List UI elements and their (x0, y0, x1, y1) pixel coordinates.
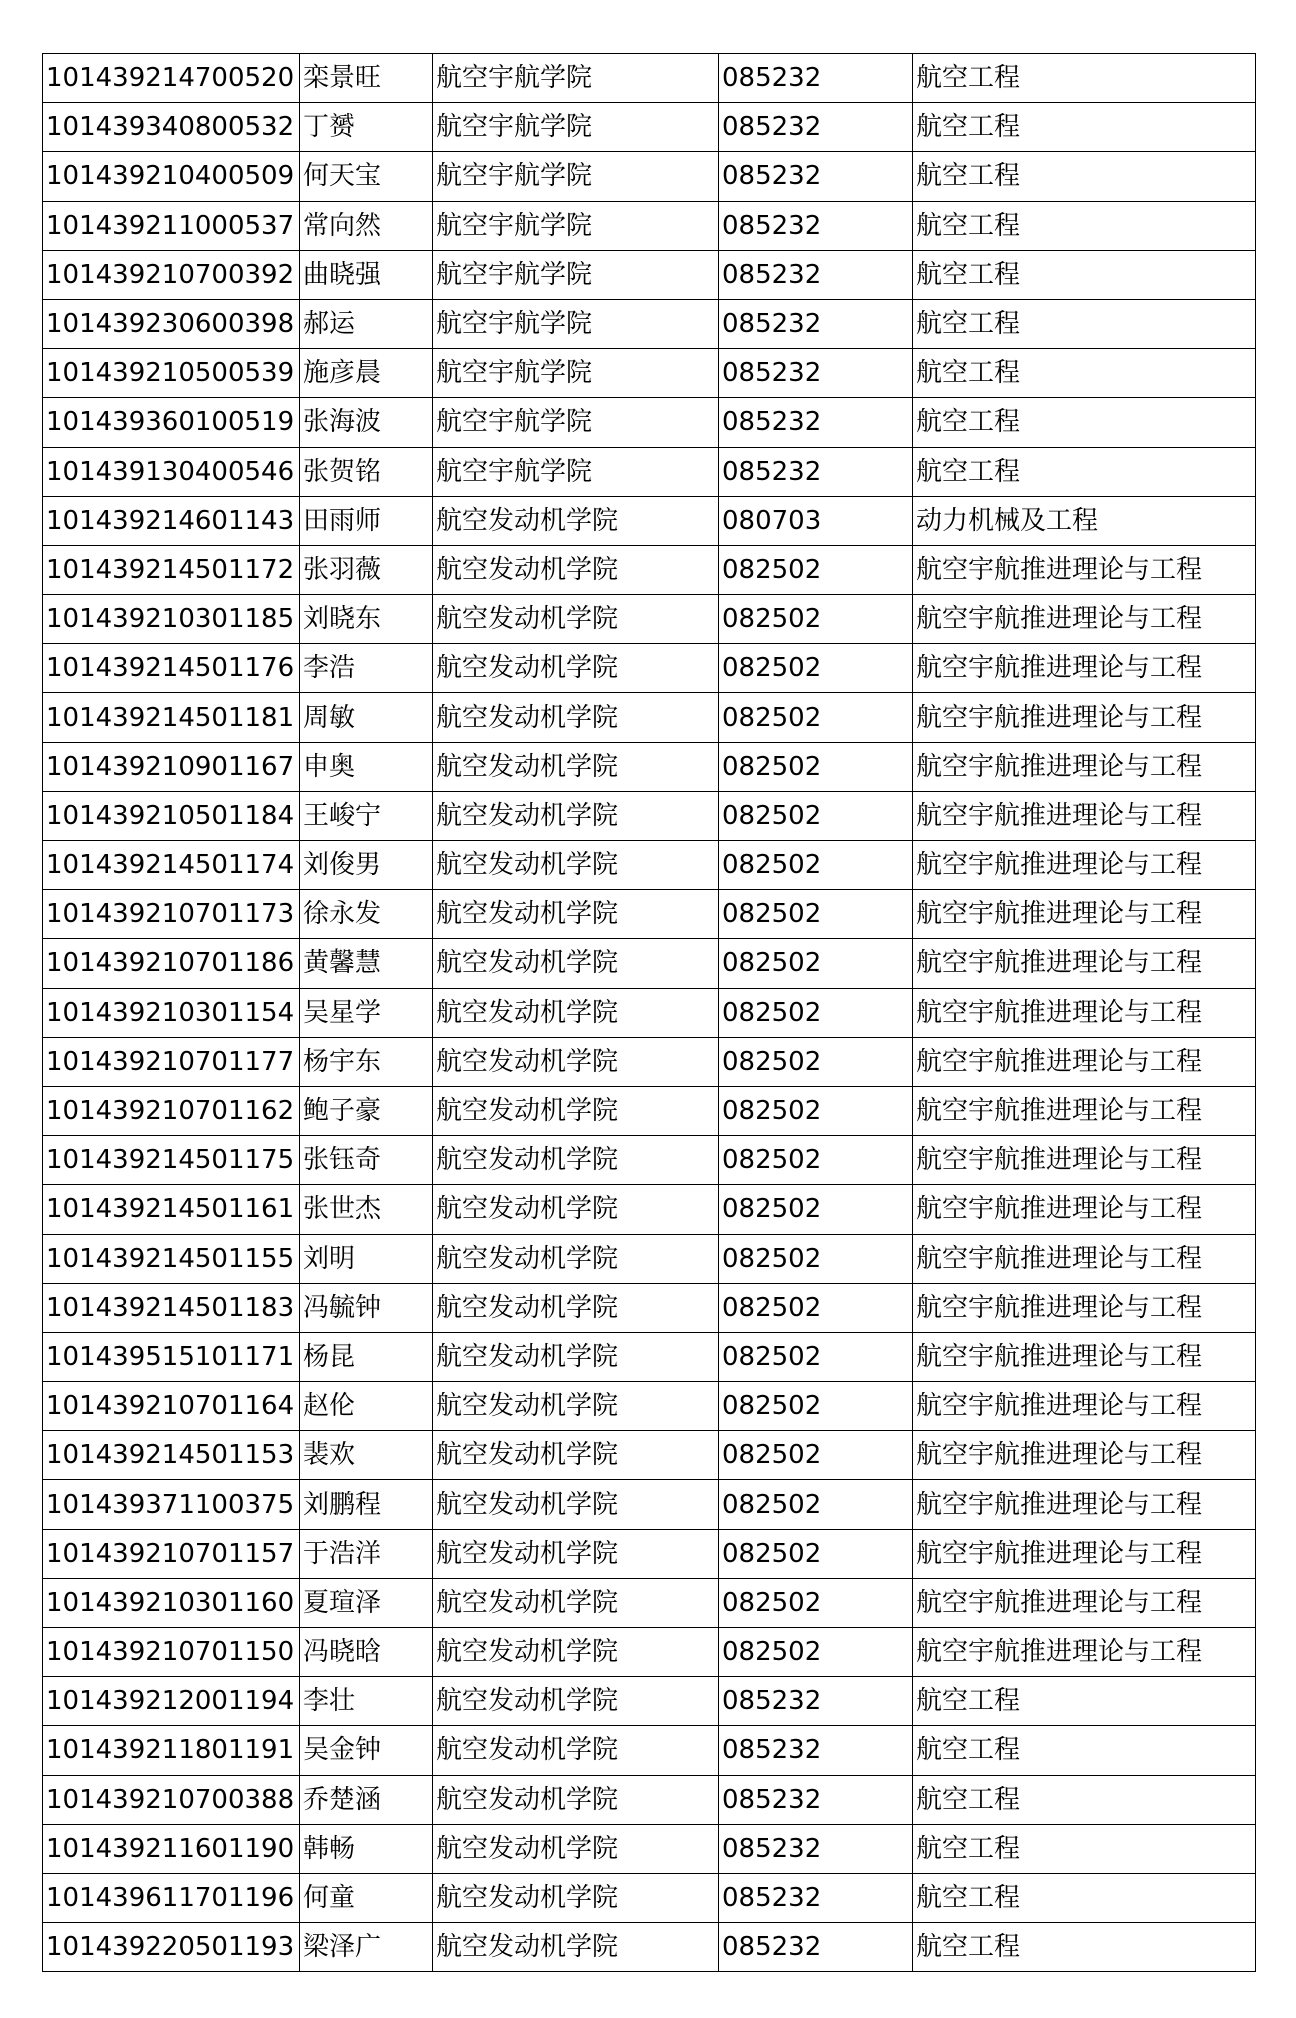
table-row (43, 349, 1256, 398)
major-name-cell: 航空工程 (913, 1677, 1256, 1726)
school-cell: 航空宇航学院 (433, 299, 719, 348)
student-name-cell: 何天宝 (300, 152, 433, 201)
school-cell: 航空发动机学院 (433, 890, 719, 939)
exam-id-cell: 101439211000537 (43, 201, 300, 250)
major-name-cell: 航空工程 (913, 152, 1256, 201)
major-name-cell: 航空宇航推进理论与工程 (913, 1283, 1256, 1332)
major-code-cell: 085232 (719, 1923, 913, 1972)
major-code-cell: 080703 (719, 496, 913, 545)
major-name-cell: 航空工程 (913, 349, 1256, 398)
table-row (43, 1923, 1256, 1972)
major-name-cell: 航空宇航推进理论与工程 (913, 1431, 1256, 1480)
exam-id-cell: 101439214501176 (43, 644, 300, 693)
exam-id-cell: 101439210500539 (43, 349, 300, 398)
school-cell: 航空宇航学院 (433, 349, 719, 398)
school-cell: 航空发动机学院 (433, 1775, 719, 1824)
major-code-cell: 082502 (719, 1283, 913, 1332)
major-name-cell: 航空宇航推进理论与工程 (913, 1480, 1256, 1529)
major-code-cell: 082502 (719, 1086, 913, 1135)
exam-id-cell: 101439214700520 (43, 54, 300, 103)
major-name-cell: 航空宇航推进理论与工程 (913, 1529, 1256, 1578)
student-name-cell: 冯晓晗 (300, 1628, 433, 1677)
major-name-cell: 航空宇航推进理论与工程 (913, 595, 1256, 644)
major-code-cell: 085232 (719, 250, 913, 299)
exam-id-cell: 101439210501184 (43, 791, 300, 840)
table-row (43, 742, 1256, 791)
major-code-cell: 082502 (719, 1529, 913, 1578)
school-cell: 航空发动机学院 (433, 742, 719, 791)
exam-id-cell: 101439214501174 (43, 841, 300, 890)
exam-id-cell: 101439210301154 (43, 988, 300, 1037)
student-name-cell: 吴星学 (300, 988, 433, 1037)
major-code-cell: 082502 (719, 1480, 913, 1529)
major-code-cell: 082502 (719, 1332, 913, 1381)
student-name-cell: 张世杰 (300, 1185, 433, 1234)
major-code-cell: 082502 (719, 791, 913, 840)
student-name-cell: 韩畅 (300, 1824, 433, 1873)
student-name-cell: 黄馨慧 (300, 939, 433, 988)
student-name-cell: 乔楚涵 (300, 1775, 433, 1824)
exam-id-cell: 101439210701164 (43, 1382, 300, 1431)
school-cell: 航空发动机学院 (433, 791, 719, 840)
major-code-cell: 085232 (719, 103, 913, 152)
table-row (43, 693, 1256, 742)
table-row (43, 644, 1256, 693)
table-row (43, 1086, 1256, 1135)
major-name-cell: 航空宇航推进理论与工程 (913, 1382, 1256, 1431)
student-name-cell: 丁赟 (300, 103, 433, 152)
table-row (43, 1677, 1256, 1726)
major-name-cell: 航空宇航推进理论与工程 (913, 545, 1256, 594)
major-name-cell: 航空宇航推进理论与工程 (913, 644, 1256, 693)
major-code-cell: 085232 (719, 398, 913, 447)
school-cell: 航空发动机学院 (433, 1529, 719, 1578)
school-cell: 航空发动机学院 (433, 1677, 719, 1726)
major-name-cell: 航空宇航推进理论与工程 (913, 1234, 1256, 1283)
major-code-cell: 082502 (719, 841, 913, 890)
exam-id-cell: 101439214501172 (43, 545, 300, 594)
table-row (43, 496, 1256, 545)
exam-id-cell: 101439210700388 (43, 1775, 300, 1824)
table-row (43, 1529, 1256, 1578)
student-name-cell: 郝运 (300, 299, 433, 348)
table-row (43, 1185, 1256, 1234)
exam-id-cell: 101439211601190 (43, 1824, 300, 1873)
major-name-cell: 航空宇航推进理论与工程 (913, 742, 1256, 791)
major-name-cell: 航空宇航推进理论与工程 (913, 1086, 1256, 1135)
major-code-cell: 082502 (719, 1628, 913, 1677)
student-name-cell: 申奥 (300, 742, 433, 791)
table-row (43, 201, 1256, 250)
major-code-cell: 082502 (719, 545, 913, 594)
school-cell: 航空宇航学院 (433, 152, 719, 201)
table-row (43, 841, 1256, 890)
exam-id-cell: 101439211801191 (43, 1726, 300, 1775)
student-name-cell: 周敏 (300, 693, 433, 742)
school-cell: 航空宇航学院 (433, 54, 719, 103)
table-row (43, 1726, 1256, 1775)
exam-id-cell: 101439214501161 (43, 1185, 300, 1234)
student-name-cell: 王峻宁 (300, 791, 433, 840)
major-code-cell: 085232 (719, 1824, 913, 1873)
student-name-cell: 刘晓东 (300, 595, 433, 644)
school-cell: 航空宇航学院 (433, 250, 719, 299)
exam-id-cell: 101439210700392 (43, 250, 300, 299)
table-row (43, 1775, 1256, 1824)
student-name-cell: 杨宇东 (300, 1037, 433, 1086)
student-name-cell: 曲晓强 (300, 250, 433, 299)
major-name-cell: 航空宇航推进理论与工程 (913, 1136, 1256, 1185)
table-row (43, 988, 1256, 1037)
exam-id-cell: 101439130400546 (43, 447, 300, 496)
table-row (43, 595, 1256, 644)
student-name-cell: 刘明 (300, 1234, 433, 1283)
table-row (43, 1824, 1256, 1873)
table-row (43, 398, 1256, 447)
major-code-cell: 082502 (719, 742, 913, 791)
major-name-cell: 动力机械及工程 (913, 496, 1256, 545)
exam-id-cell: 101439210400509 (43, 152, 300, 201)
major-name-cell: 航空宇航推进理论与工程 (913, 693, 1256, 742)
major-code-cell: 085232 (719, 299, 913, 348)
major-name-cell: 航空工程 (913, 1775, 1256, 1824)
major-name-cell: 航空宇航推进理论与工程 (913, 1628, 1256, 1677)
student-name-cell: 张钰奇 (300, 1136, 433, 1185)
major-name-cell: 航空宇航推进理论与工程 (913, 1185, 1256, 1234)
student-name-cell: 栾景旺 (300, 54, 433, 103)
major-name-cell: 航空工程 (913, 447, 1256, 496)
student-name-cell: 常向然 (300, 201, 433, 250)
major-code-cell: 082502 (719, 693, 913, 742)
major-name-cell: 航空工程 (913, 54, 1256, 103)
school-cell: 航空发动机学院 (433, 1382, 719, 1431)
exam-id-cell: 101439340800532 (43, 103, 300, 152)
school-cell: 航空发动机学院 (433, 1628, 719, 1677)
table-row (43, 1234, 1256, 1283)
exam-id-cell: 101439611701196 (43, 1873, 300, 1922)
exam-id-cell: 101439360100519 (43, 398, 300, 447)
major-name-cell: 航空工程 (913, 1726, 1256, 1775)
table-row (43, 1873, 1256, 1922)
major-name-cell: 航空宇航推进理论与工程 (913, 1332, 1256, 1381)
table-row (43, 791, 1256, 840)
major-name-cell: 航空宇航推进理论与工程 (913, 841, 1256, 890)
major-code-cell: 082502 (719, 595, 913, 644)
student-name-cell: 何童 (300, 1873, 433, 1922)
exam-id-cell: 101439214601143 (43, 496, 300, 545)
student-name-cell: 田雨师 (300, 496, 433, 545)
exam-id-cell: 101439210701173 (43, 890, 300, 939)
school-cell: 航空发动机学院 (433, 1726, 719, 1775)
table-row (43, 1136, 1256, 1185)
student-name-cell: 梁泽广 (300, 1923, 433, 1972)
major-code-cell: 082502 (719, 1234, 913, 1283)
major-name-cell: 航空工程 (913, 299, 1256, 348)
exam-id-cell: 101439210301185 (43, 595, 300, 644)
table-row (43, 1480, 1256, 1529)
student-name-cell: 鲍子豪 (300, 1086, 433, 1135)
table-row (43, 103, 1256, 152)
major-code-cell: 085232 (719, 152, 913, 201)
table-row (43, 250, 1256, 299)
major-code-cell: 085232 (719, 447, 913, 496)
major-code-cell: 082502 (719, 1136, 913, 1185)
student-name-cell: 刘鹏程 (300, 1480, 433, 1529)
table-row (43, 1283, 1256, 1332)
major-code-cell: 082502 (719, 644, 913, 693)
exam-id-cell: 101439214501183 (43, 1283, 300, 1332)
major-code-cell: 085232 (719, 1677, 913, 1726)
school-cell: 航空发动机学院 (433, 545, 719, 594)
exam-id-cell: 101439210301160 (43, 1578, 300, 1627)
table-row (43, 447, 1256, 496)
school-cell: 航空发动机学院 (433, 644, 719, 693)
major-code-cell: 082502 (719, 1185, 913, 1234)
student-name-cell: 赵伦 (300, 1382, 433, 1431)
exam-id-cell: 101439220501193 (43, 1923, 300, 1972)
student-name-cell: 张羽薇 (300, 545, 433, 594)
exam-id-cell: 101439214501175 (43, 1136, 300, 1185)
exam-id-cell: 101439210701177 (43, 1037, 300, 1086)
school-cell: 航空发动机学院 (433, 496, 719, 545)
table-row (43, 1332, 1256, 1381)
table-row (43, 1037, 1256, 1086)
school-cell: 航空发动机学院 (433, 1136, 719, 1185)
table-row (43, 1382, 1256, 1431)
school-cell: 航空发动机学院 (433, 1578, 719, 1627)
table-row (43, 1628, 1256, 1677)
school-cell: 航空发动机学院 (433, 939, 719, 988)
exam-id-cell: 101439210701150 (43, 1628, 300, 1677)
student-name-cell: 刘俊男 (300, 841, 433, 890)
major-code-cell: 082502 (719, 1431, 913, 1480)
student-name-cell: 张贺铭 (300, 447, 433, 496)
major-code-cell: 082502 (719, 939, 913, 988)
exam-id-cell: 101439214501155 (43, 1234, 300, 1283)
exam-id-cell: 101439212001194 (43, 1677, 300, 1726)
major-code-cell: 085232 (719, 1726, 913, 1775)
school-cell: 航空发动机学院 (433, 1185, 719, 1234)
major-name-cell: 航空工程 (913, 250, 1256, 299)
table-row (43, 1431, 1256, 1480)
school-cell: 航空宇航学院 (433, 103, 719, 152)
school-cell: 航空发动机学院 (433, 1086, 719, 1135)
exam-id-cell: 101439210701186 (43, 939, 300, 988)
student-name-cell: 夏瑄泽 (300, 1578, 433, 1627)
school-cell: 航空发动机学院 (433, 1873, 719, 1922)
major-name-cell: 航空工程 (913, 1824, 1256, 1873)
major-code-cell: 082502 (719, 1578, 913, 1627)
major-code-cell: 082502 (719, 1037, 913, 1086)
major-code-cell: 085232 (719, 54, 913, 103)
school-cell: 航空发动机学院 (433, 1234, 719, 1283)
major-name-cell: 航空工程 (913, 201, 1256, 250)
major-code-cell: 085232 (719, 201, 913, 250)
table-row (43, 152, 1256, 201)
table-body (43, 54, 1256, 1972)
major-code-cell: 082502 (719, 890, 913, 939)
exam-id-cell: 101439230600398 (43, 299, 300, 348)
school-cell: 航空发动机学院 (433, 693, 719, 742)
student-name-cell: 吴金钟 (300, 1726, 433, 1775)
exam-id-cell: 101439515101171 (43, 1332, 300, 1381)
exam-id-cell: 101439214501181 (43, 693, 300, 742)
school-cell: 航空发动机学院 (433, 1332, 719, 1381)
major-code-cell: 085232 (719, 1873, 913, 1922)
major-code-cell: 082502 (719, 1382, 913, 1431)
student-name-cell: 施彦晨 (300, 349, 433, 398)
table-row (43, 299, 1256, 348)
major-name-cell: 航空宇航推进理论与工程 (913, 1037, 1256, 1086)
school-cell: 航空发动机学院 (433, 595, 719, 644)
school-cell: 航空发动机学院 (433, 1824, 719, 1873)
exam-id-cell: 101439371100375 (43, 1480, 300, 1529)
major-code-cell: 085232 (719, 349, 913, 398)
major-name-cell: 航空宇航推进理论与工程 (913, 939, 1256, 988)
school-cell: 航空发动机学院 (433, 841, 719, 890)
exam-id-cell: 101439210901167 (43, 742, 300, 791)
table-row (43, 54, 1256, 103)
school-cell: 航空发动机学院 (433, 1431, 719, 1480)
school-cell: 航空宇航学院 (433, 398, 719, 447)
table-row (43, 1578, 1256, 1627)
student-name-cell: 徐永发 (300, 890, 433, 939)
student-name-cell: 张海波 (300, 398, 433, 447)
exam-id-cell: 101439214501153 (43, 1431, 300, 1480)
student-name-cell: 杨昆 (300, 1332, 433, 1381)
school-cell: 航空发动机学院 (433, 988, 719, 1037)
school-cell: 航空发动机学院 (433, 1037, 719, 1086)
major-name-cell: 航空宇航推进理论与工程 (913, 890, 1256, 939)
major-name-cell: 航空工程 (913, 398, 1256, 447)
student-name-cell: 裴欢 (300, 1431, 433, 1480)
school-cell: 航空发动机学院 (433, 1923, 719, 1972)
table-row (43, 890, 1256, 939)
major-name-cell: 航空宇航推进理论与工程 (913, 988, 1256, 1037)
major-code-cell: 082502 (719, 988, 913, 1037)
major-name-cell: 航空宇航推进理论与工程 (913, 1578, 1256, 1627)
school-cell: 航空宇航学院 (433, 447, 719, 496)
major-name-cell: 航空宇航推进理论与工程 (913, 791, 1256, 840)
student-name-cell: 李浩 (300, 644, 433, 693)
student-name-cell: 于浩洋 (300, 1529, 433, 1578)
major-code-cell: 085232 (719, 1775, 913, 1824)
student-name-cell: 李壮 (300, 1677, 433, 1726)
school-cell: 航空宇航学院 (433, 201, 719, 250)
table-row (43, 545, 1256, 594)
exam-id-cell: 101439210701157 (43, 1529, 300, 1578)
exam-id-cell: 101439210701162 (43, 1086, 300, 1135)
school-cell: 航空发动机学院 (433, 1283, 719, 1332)
table-row (43, 939, 1256, 988)
student-name-cell: 冯毓钟 (300, 1283, 433, 1332)
major-name-cell: 航空工程 (913, 1873, 1256, 1922)
admission-list-table (42, 53, 1256, 1972)
school-cell: 航空发动机学院 (433, 1480, 719, 1529)
major-name-cell: 航空工程 (913, 1923, 1256, 1972)
major-name-cell: 航空工程 (913, 103, 1256, 152)
